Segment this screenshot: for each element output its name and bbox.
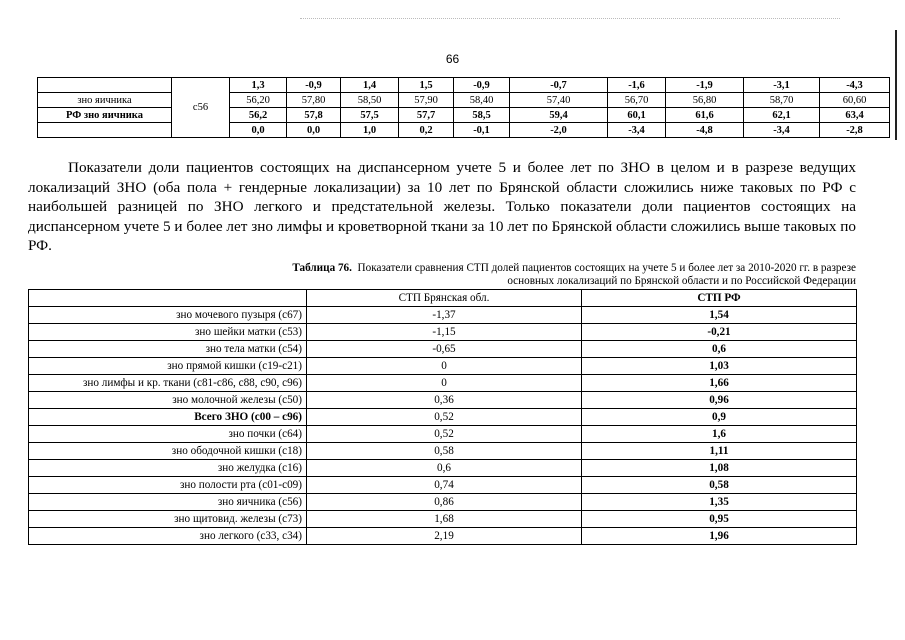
top-cell-value: 57,90 — [399, 93, 454, 108]
top-row-label — [38, 78, 172, 93]
cell-bryansk: 0,36 — [307, 392, 582, 409]
top-table-row — [38, 123, 890, 138]
top-cell-value: -1,9 — [666, 78, 744, 93]
scan-artifact-dots — [300, 18, 840, 21]
top-cell-value: 60,1 — [608, 108, 666, 123]
cell-bryansk: 0 — [307, 358, 582, 375]
top-cell-value: 1,5 — [399, 78, 454, 93]
cell-bryansk: 0,86 — [307, 494, 582, 511]
top-cell-value: 1,3 — [230, 78, 287, 93]
top-cell-value: 1,4 — [341, 78, 399, 93]
top-cell-value: 63,4 — [820, 108, 890, 123]
top-row-code: с56 — [172, 78, 230, 138]
main-table-row — [29, 307, 857, 324]
top-cell-value: -0,1 — [454, 123, 510, 138]
top-cell-value: -3,1 — [744, 78, 820, 93]
cell-bryansk: 0 — [307, 375, 582, 392]
row-label: зно ободочной кишки (с18) — [29, 443, 307, 460]
top-cell-value: -3,4 — [744, 123, 820, 138]
row-label: зно яичника (с56) — [29, 494, 307, 511]
top-cell-value: 56,20 — [230, 93, 287, 108]
top-cell-value: 58,50 — [341, 93, 399, 108]
main-table-row — [29, 494, 857, 511]
caption-title: Таблица 76. — [292, 262, 352, 274]
cell-rf: 0,96 — [582, 392, 857, 409]
main-table-row — [29, 392, 857, 409]
main-table-row — [29, 426, 857, 443]
top-row-label: РФ зно яичника — [38, 108, 172, 123]
top-cell-value: -4,8 — [666, 123, 744, 138]
row-label: зно лимфы и кр. ткани (с81-с86, с88, с90, с96) — [29, 375, 307, 392]
top-cell-value: -2,0 — [510, 123, 608, 138]
top-cell-value: -3,4 — [608, 123, 666, 138]
cell-rf: 1,03 — [582, 358, 857, 375]
main-table-header-row — [29, 290, 857, 307]
table-caption — [290, 262, 856, 288]
row-label: зно легкого (с33, с34) — [29, 528, 307, 545]
top-cell-value: 0,0 — [287, 123, 341, 138]
main-table-row — [29, 443, 857, 460]
top-cell-value: 58,70 — [744, 93, 820, 108]
top-cell-value: -0,7 — [510, 78, 608, 93]
top-cell-value: 58,40 — [454, 93, 510, 108]
row-label: Всего ЗНО (с00 – с96) — [29, 409, 307, 426]
header-cell-label — [29, 290, 307, 307]
top-cell-value: -2,8 — [820, 123, 890, 138]
row-label: зно тела матки (с54) — [29, 341, 307, 358]
caption-text: Показатели сравнения СТП долей пациентов состоящих на учете 5 и более лет за 2010-2020 гг. в разрезе основных локализаций по Брянской области и по Российской Федерации — [357, 262, 856, 287]
main-table — [28, 289, 857, 545]
top-table-row — [38, 108, 890, 123]
main-table-row — [29, 358, 857, 375]
top-cell-value: 1,0 — [341, 123, 399, 138]
row-label: зно полости рта (с01-с09) — [29, 477, 307, 494]
main-table-row — [29, 511, 857, 528]
top-cell-value: 59,4 — [510, 108, 608, 123]
main-table-row — [29, 341, 857, 358]
cell-rf: 1,6 — [582, 426, 857, 443]
top-cell-value: 0,0 — [230, 123, 287, 138]
row-label: зно шейки матки (с53) — [29, 324, 307, 341]
top-cell-value: -4,3 — [820, 78, 890, 93]
top-cell-value: 61,6 — [666, 108, 744, 123]
top-table-row — [38, 93, 890, 108]
top-cell-value: 0,2 — [399, 123, 454, 138]
cell-rf: 1,66 — [582, 375, 857, 392]
row-label: зно мочевого пузыря (с67) — [29, 307, 307, 324]
main-table-row — [29, 409, 857, 426]
top-cell-value: 57,8 — [287, 108, 341, 123]
top-row-label: зно яичника — [38, 93, 172, 108]
cell-bryansk: 0,52 — [307, 426, 582, 443]
top-cell-value: 57,40 — [510, 93, 608, 108]
top-cell-value: 60,60 — [820, 93, 890, 108]
cell-rf: 0,95 — [582, 511, 857, 528]
main-table-row — [29, 324, 857, 341]
cell-rf: 1,35 — [582, 494, 857, 511]
cell-rf: 0,9 — [582, 409, 857, 426]
page-number: 66 — [445, 52, 460, 66]
cell-rf: 1,11 — [582, 443, 857, 460]
cell-bryansk: 0,58 — [307, 443, 582, 460]
main-table-row — [29, 528, 857, 545]
body-paragraph: Показатели доли пациентов состоящих на диспансерном учете 5 и более лет по ЗНО в целом и в разрезе ведущих локализаций ЗНО (оба пола + гендерные локализации) за 10 лет по Брянской области сложились ниже таковых по РФ с наибольшей разницей по ЗНО легкого и предстательной железы. Только показатели доли пациентов состоящих на диспансерном учете 5 и более лет зно лимфы и кроветворной ткани за 10 лет по Брянской области сложились выше таковых по РФ. — [28, 159, 856, 255]
top-table — [37, 77, 890, 138]
top-row-label — [38, 123, 172, 138]
top-cell-value: 62,1 — [744, 108, 820, 123]
header-cell-rf: СТП РФ — [582, 290, 857, 307]
cell-rf: 0,58 — [582, 477, 857, 494]
top-cell-value: -0,9 — [454, 78, 510, 93]
row-label: зно желудка (с16) — [29, 460, 307, 477]
row-label: зно почки (с64) — [29, 426, 307, 443]
top-cell-value: 58,5 — [454, 108, 510, 123]
cell-rf: 1,96 — [582, 528, 857, 545]
cell-rf: 1,08 — [582, 460, 857, 477]
main-table-row — [29, 375, 857, 392]
cell-rf: 0,6 — [582, 341, 857, 358]
scan-edge-rule — [895, 30, 897, 140]
cell-rf: 1,54 — [582, 307, 857, 324]
top-cell-value: 57,80 — [287, 93, 341, 108]
cell-bryansk: 1,68 — [307, 511, 582, 528]
top-cell-value: 56,2 — [230, 108, 287, 123]
cell-bryansk: -1,15 — [307, 324, 582, 341]
top-cell-value: -0,9 — [287, 78, 341, 93]
row-label: зно щитовид. железы (с73) — [29, 511, 307, 528]
cell-bryansk: 2,19 — [307, 528, 582, 545]
top-table-row — [38, 78, 890, 93]
main-table-row — [29, 460, 857, 477]
cell-bryansk: 0,6 — [307, 460, 582, 477]
top-cell-value: 57,7 — [399, 108, 454, 123]
row-label: зно молочной железы (с50) — [29, 392, 307, 409]
top-cell-value: 57,5 — [341, 108, 399, 123]
top-cell-value: -1,6 — [608, 78, 666, 93]
header-cell-bryansk: СТП Брянская обл. — [307, 290, 582, 307]
top-cell-value: 56,80 — [666, 93, 744, 108]
cell-bryansk: 0,74 — [307, 477, 582, 494]
row-label: зно прямой кишки (с19-с21) — [29, 358, 307, 375]
top-cell-value: 56,70 — [608, 93, 666, 108]
cell-rf: -0,21 — [582, 324, 857, 341]
main-table-row — [29, 477, 857, 494]
cell-bryansk: 0,52 — [307, 409, 582, 426]
cell-bryansk: -1,37 — [307, 307, 582, 324]
cell-bryansk: -0,65 — [307, 341, 582, 358]
